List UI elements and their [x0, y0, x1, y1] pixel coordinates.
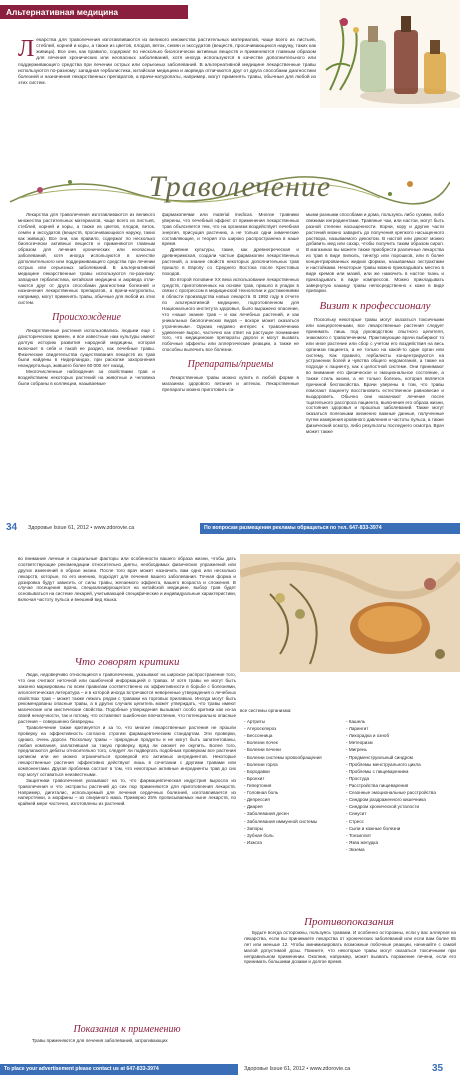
col2-para-b: Древние культуры, такие, как древнегреческая и древнеримская, создали частые фармакопеи лекарственных растений, а знание свойств некоторых дополнительных трав пришло в Европу со Среднего Востока после Крестовых походов. [162, 247, 299, 276]
condition-item: - Синдром хронической усталости [346, 803, 458, 810]
column-3 [306, 212, 444, 437]
page-34 [0, 0, 460, 538]
condition-item: - Простуда [346, 775, 458, 782]
systems-intro: все системы организма: [240, 708, 292, 713]
intro-dropcap: Л [18, 36, 35, 62]
condition-item: - Проблемы менструального цикла [346, 761, 458, 768]
condition-item: - Болезни почек [244, 739, 346, 746]
condition-item: - Синусит [346, 810, 458, 817]
condition-item: - Заболевания иммунной системы [244, 818, 346, 825]
herbal-tea-photo [240, 554, 460, 672]
condition-item: - Диарея [244, 803, 346, 810]
condition-item: - Экзема [346, 846, 458, 853]
condition-item: - Болезни горла [244, 761, 346, 768]
col3-para-b: Поскольку некоторые травы могут оказаться токсичными или канцерогенными, все лекарственные растения следует принимать лишь под руководством опытного целителя, знакомого с траволечением. Практикующие врачи выбирают то или иное растение или сбор с учетом его воздействия на весь организм пациента, а не только на какой-то один орган или систему. Как правило, гербалисты концентрируются на устранении болей и чувства общего недомогания, а также на подходе к пациенту, как к целостной системе. Они принимают во внимание его физическое и эмоциональное состояние, а также стиль жизни, а не только болезнь, которая является причиной беспокойства. Врачи уверены в том, что травы помогают пациенту восстановить естественное равновесие и выздороветь. Обычно они назначают лечение после тщательного расспроса пациента, выяснения его образа жизни, состояния здоровья и прошлых заболеваний. Также могут оказаться полезными жизненно важные данные, полученные путем измерения кровяного давления и частоты пульса, а также физический осмотр, либо результаты последнего осмотра. Врач может также [306, 317, 444, 434]
condition-item: - Гипертония [244, 782, 346, 789]
condition-item: - Бессонница [244, 732, 346, 739]
condition-item: - Изжога [244, 839, 346, 846]
contraindications-text: Будьте всегда осторожны, пользуясь травами. И особенно осторожны, если у вас аллергия на лекарства, если вы принимаете лекарства от хронических заболеваний или если вам более 65 лет или меньше 12. Чтобы минимизировать возможные побочные реакции, начинайте с самой малой допустимой дозы. Помните, что некоторые травы могут оказаться токсичными при неправильном применении. Окопник, например, может вызвать поражение печени, если его принимать большими дозами и долгое время. [244, 930, 456, 965]
page-35 [0, 538, 460, 1079]
footer-page-35 [0, 1063, 460, 1077]
heading-contraindications: Противопоказания [304, 916, 394, 928]
condition-item: - Атеросклероз [244, 725, 346, 732]
section-tag: Альтернативная медицина [0, 5, 188, 19]
intro-text: екарства для траволечения изготавливаются из великого множества растительных материалов, чаще всего из листьев, стеблей, корней и коры, а также из цветов, плодов, веток, семян и экссудатов (веществ, просачивающихся наружу, таких как живица). Все они, как правило, содержат по несколько биологически активных веществ и применяются главным образом для лечения хронических или неопасных заболеваний, хотя иногда используются в качестве дополнительного или поддерживающего средства при лечении острых или серьезных заболеваний. В альтернативной медицине лекарственные травы используются по-разному: западная гербалистика, китайская медицина и аюрведа отличаются друг от друга способами диагностики болезней и назначения лекарственных препаратов, а врачи-натуропаты, например, могут применять травы, обычные для любой из этих систем. [18, 38, 316, 86]
issue-info: Здоровье Issue 61, 2012 • www.zdorovie.ca [28, 525, 135, 531]
condition-item: - Зубная боль [244, 832, 346, 839]
column-1 [18, 212, 155, 387]
conditions-list-right [346, 718, 458, 853]
condition-item: - Мигрень [346, 746, 458, 753]
condition-item: - Синдром раздраженного кишечника [346, 796, 458, 803]
condition-item: - Бронхит [244, 775, 346, 782]
condition-item: - Болезни системы кровообращения [244, 754, 346, 761]
footer-page-34 [0, 522, 460, 536]
condition-item: - Предменструальный синдром [346, 754, 458, 761]
col3-para-a: мыми разными способами и дома, пользуясь либо сухими, либо свежими ингредиентами. Травяные чаи, или настои, могут быть разной степени насыщенности. Корни, кору и другие части растений можно заварить до получения крепкого насыщенного раствора, называемого декоктом. В настой или декокт можно добавить мед или сахар, чтобы получить таким образом сироп. В магазинах вы можете также приобрести различные лекарства из трав в виде пилюль, тинктур или порошков, или в более концентрированных жидких формах, называемых экстрактами и настойками. Некоторые травы можно прикладывать местно в виде кремов или мазей, или же намочить в настое ткань и прикладывать в виде компрессов. Можно прикладывать завернутую кашицу травы непосредственно к коже в виде припарки. [306, 212, 444, 294]
col1-para-c: Многочисленные наблюдения за свойствами трав и воздействием некоторых растений на животных и человека были собраны в коллекции, называемые [18, 369, 155, 386]
heading-indications: Показания к применению [73, 1024, 181, 1035]
condition-item: - Бородавки [244, 768, 346, 775]
condition-item: - Кашель [346, 718, 458, 725]
condition-item: - Лихорадка и озноб [346, 732, 458, 739]
condition-item: - Стресс [346, 818, 458, 825]
critics-para-2: Траволечение также критикуется и за то, что многие лекарственные растения не прошли проверку на эффективность согласно строгим фармацевтическим стандартам. Эти проверки, однако, очень дороги. Поскольку травы – природные продукты и не могут быть запатентованы, любая компания, заплатившая за такую проверку, вряд ли сможет ее окупить. Более того, предлагаются дебаты относительно того, следует ли подвергать подобным проверкам все растения целиком или же можно ограничиться проверкой его активных ингредиентов. Некоторые лекарственные растения эффективно действуют лишь в сочетании с другими травами или компонентами. Другая проблема состоит в том, что некоторые активные ингредиенты трав до сих пор могут оставаться неизвестными. [18, 724, 236, 777]
heading-origin: Происхождение [52, 312, 121, 323]
condition-item: - Головная боль [244, 789, 346, 796]
ad-contact-bar: По вопросам размещения рекламы обращаться по тел. 647-833-3974 [200, 523, 460, 534]
p2-top-text: во внимание личные и социальные факторы или особенности вашего образа жизни, чтобы дать соответствующие рекомендации относительно диеты, необходимых физических упражнений или других изменений в образе жизни. После того врач может назначить вам одно или несколько лекарств, которые, по его мнению, подходят для лечения вашего заболевания. Точная форма и дозировка будут зависеть от силы травы, желаемого эффекта, вашего возраста и сложения. В случае посещения врача, специализирующегося на китайской медицине, выбор трав будет основываться на системе лекарей, учитывающей специфические и индивидуальные характеристики, включая частоту пульса и внешний вид языка. [18, 556, 236, 603]
herbs-bottles-illustration [320, 0, 460, 108]
col2-para-a: фармакопеями или material medicas. Многие травники уверены, что лечебный эффект от применения лекарственных трав объясняется тем, что на организм воздействует лечебная энергия, присущая растению, а не только одни химические составляющие, и теория эта широко распространена в наше время. [162, 212, 299, 247]
critics-para-1: Люди, недоверчиво относящиеся к траволечению, указывают на широкое распространение того, что они считают неточной или ошибочной информацией о травах. И хотя травы не могут быть законно маркированы по всем правилам соответственно их эффективности в борьбе с болезнями, апологетическая литература – и в которой иногда встречаются неверенные утверждения о лечебных свойствах трав – может также лежать рядом с травами на торговых прилавках. Иногда могут быть рекомендованы опасные травы, а в других случаях целитель может утверждать, что травы имеют магические или мистические свойства. Подобные утверждения вызывают особо критики как из-за своей ненаучности, так и потому, что оставляют ошибочное впечатление, что потенциально опасные растения – совершенно безвредны. [18, 672, 236, 724]
heading-preparations: Препараты/приемы [187, 359, 274, 370]
col2-para-c: Во второй половине XX века использование лекарственных средств, приготовленных на основе трав, пришло в упадок в связи с прогрессом в медицинской технологии и достижениями в области производства новых лекарств. В 1992 году в отчете по альтернативной медицине, подготовленном для Национального института здоровья, было выражено опасение, что «наше знание трав – и как лечебных растений, и как уникальных биологических видов – вскоре может оказаться утраченным». Однако недавно интерес к траволечению удивление вырос, частично как ответ на растущее понимание того, что медицинские препараты дороги и могут вызвать побочные эффекты или аллергические реакции, а также не способны вылечить все болезни. [162, 276, 299, 353]
condition-item: - Тонзиллит [346, 832, 458, 839]
article-title: Траволечение [148, 170, 332, 203]
condition-item: - Расстройства пищеварения [346, 782, 458, 789]
condition-item: - Метеоризм [346, 739, 458, 746]
heading-critics: Что говорят критики [74, 656, 180, 668]
condition-item: - Сыпи и кожные болезни [346, 825, 458, 832]
condition-item: - Сезонные эмоциональные расстройства [346, 789, 458, 796]
col1-para-a: Лекарства для траволечения изготавливаются из великого множества растительных материалов, чаще всего из листьев, стеблей, корней и коры, а также из цветов, плодов, веток, семян и экссудатов (веществ, просачивающихся наружу, таких как живица). Все они, как правило, содержат по несколько биологически активных веществ и применяются главным образом для лечения хронических или неопасных заболеваний, хотя иногда используются в качестве дополнительного или поддерживающего средства при лечении острых или серьезных заболеваний. В альтернативной медицине лекарственные травы используются по-разному: западная гербалистика, китайская медицина и аюрведа отли-чаются друг от друга способами диагностики болезней и назначения лекарственных препаратов, а врачи-натуропаты, например, могут применять травы, обычные для любой из этих систем. [18, 212, 155, 306]
page-number: 34 [6, 522, 18, 533]
intro-paragraph [18, 38, 316, 158]
condition-item: - Болезни печени [244, 746, 346, 753]
condition-item: - Депрессия [244, 796, 346, 803]
condition-item: - Артриты [244, 718, 346, 725]
ad-contact-bar-en: To place your advertisement please contact us at 647-833-3974 [0, 1064, 238, 1075]
conditions-list-left [244, 718, 346, 846]
critics-section [18, 672, 236, 807]
col2-para-d: Лекарственные травы можно купить в любой форме в магазинах здорового питания и аптеках. Лекарственные препараты можно приготовить са- [162, 375, 299, 392]
critics-para-3: Защитники траволечения указывают на то, что фармацевтическая индустрия выросла из траволечения и что экстракты растений до сих пор применяются для приготовления лекарств. Например, дигиталис, используемый для лечения сердечных болезней, изготавливается из наперстянки, а морфины – из опиумного мака. Примерно 25% прописываемых ныне лекарств, по крайней мере частично, изготовлены из растений. [18, 777, 236, 807]
condition-item: - Запоры [244, 825, 346, 832]
condition-item: - Ларингит [346, 725, 458, 732]
condition-item: - Язва желудка [346, 839, 458, 846]
column-2 [162, 212, 299, 393]
indications-text: Травы применяются для лечения заболеваний, затрагивающих [32, 1038, 168, 1043]
col1-para-b: Лекарственные растения использовались людьми еще с доисторических времен, и все известные нам культуры имеют долгую историю развития народной медицины, которая включает в себя и такой ее раздел, как лечебные травы. Физические свидетельства существования лекарств из трав были найдены в Нидерландах, при раскопке захоронения неандертальца, жившего более 60 000 лет назад. [18, 328, 155, 369]
heading-visit-professional: Визит к профессионалу [319, 300, 431, 313]
issue-info-2: Здоровье Issue 61, 2012 • www.zdorovie.ca [244, 1066, 351, 1072]
page-number-2: 35 [432, 1063, 444, 1074]
condition-item: - Заболевания десен [244, 810, 346, 817]
condition-item: - Проблемы с пищеварением [346, 768, 458, 775]
